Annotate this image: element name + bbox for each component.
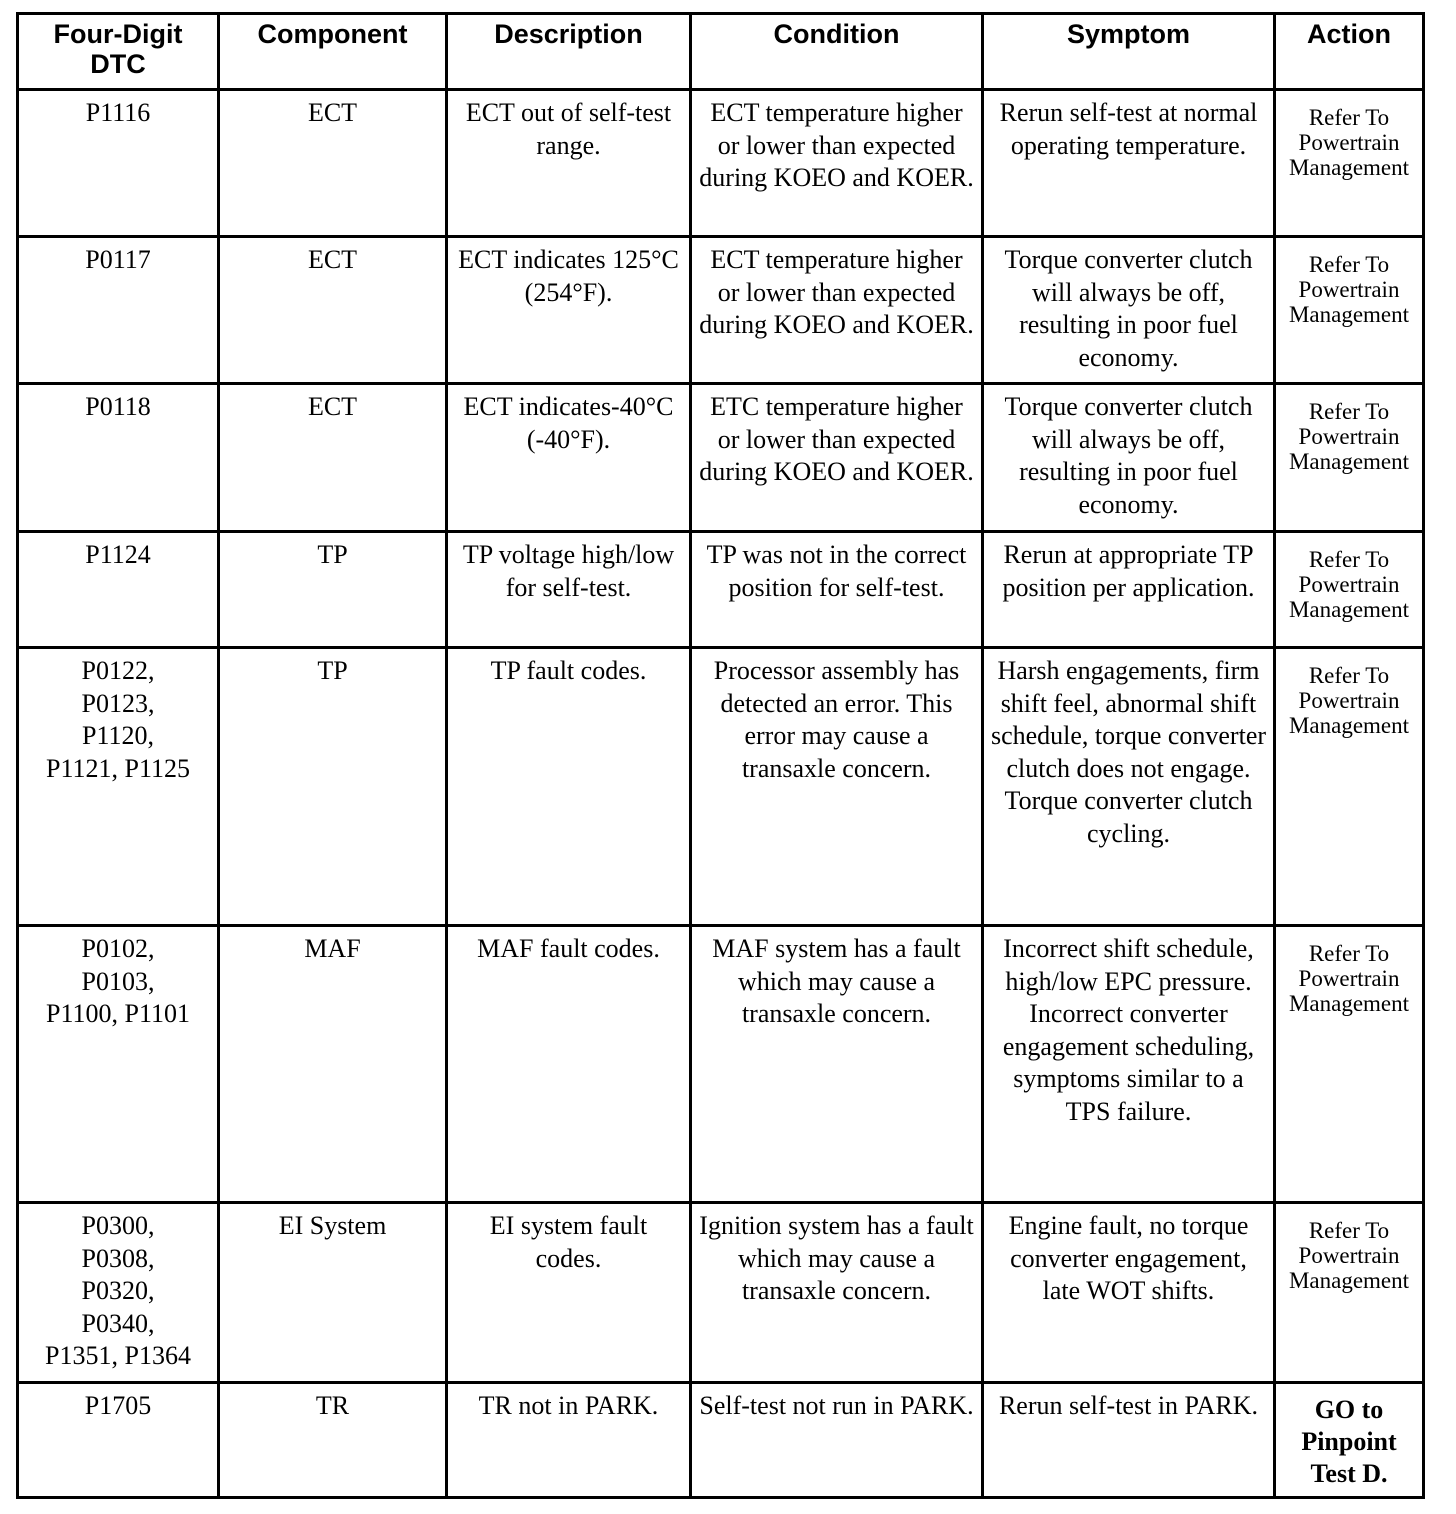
dtc-cell: P1116 [18,90,219,237]
condition-cell: ETC temperature higher or lower than expected during KOEO and KOER. [691,384,983,532]
description-cell: ECT indicates 125°C (254°F). [447,237,691,384]
table-body [18,90,1424,1498]
dtc-cell: P1705 [18,1383,219,1498]
condition-cell: Ignition system has a fault which may cause a transaxle concern. [691,1203,983,1383]
description-cell: MAF fault codes. [447,926,691,1203]
symptom-cell: Incorrect shift schedule, high/low EPC pressure. Incorrect converter engagement scheduling, symptoms similar to a TPS failure. [983,926,1275,1203]
dtc-cell: P0118 [18,384,219,532]
table-row [18,1383,1424,1498]
component-cell: EI System [219,1203,447,1383]
component-cell: ECT [219,90,447,237]
component-cell: MAF [219,926,447,1203]
description-cell: TR not in PARK. [447,1383,691,1498]
header-component: Component [219,14,447,90]
action-cell: Refer To Powertrain Management [1275,384,1424,532]
action-cell: Refer To Powertrain Management [1275,90,1424,237]
description-cell: EI system fault codes. [447,1203,691,1383]
condition-cell: Self-test not run in PARK. [691,1383,983,1498]
header-four-digit-dtc: Four-Digit DTC [18,14,219,90]
table-row [18,926,1424,1203]
symptom-cell: Rerun self-test in PARK. [983,1383,1275,1498]
header-description: Description [447,14,691,90]
component-cell: TR [219,1383,447,1498]
symptom-cell: Torque converter clutch will always be off, resulting in poor fuel economy. [983,384,1275,532]
action-cell: Refer To Powertrain Management [1275,1203,1424,1383]
action-cell: Refer To Powertrain Management [1275,237,1424,384]
description-cell: ECT out of self-test range. [447,90,691,237]
dtc-table-container [16,12,1422,1499]
action-cell: Refer To Powertrain Management [1275,926,1424,1203]
symptom-cell: Rerun at appropriate TP position per application. [983,532,1275,648]
component-cell: TP [219,532,447,648]
dtc-cell: P0117 [18,237,219,384]
condition-cell: TP was not in the correct position for self-test. [691,532,983,648]
condition-cell: ECT temperature higher or lower than expected during KOEO and KOER. [691,237,983,384]
action-cell: Refer To Powertrain Management [1275,648,1424,926]
dtc-cell: P0102, P0103, P1100, P1101 [18,926,219,1203]
dtc-cell: P1124 [18,532,219,648]
description-cell: TP fault codes. [447,648,691,926]
table-row [18,648,1424,926]
symptom-cell: Harsh engagements, firm shift feel, abnormal shift schedule, torque converter clutch does not engage. Torque converter clutch cycling. [983,648,1275,926]
description-cell: TP voltage high/low for self-test. [447,532,691,648]
component-cell: ECT [219,384,447,532]
table-row [18,532,1424,648]
component-cell: TP [219,648,447,926]
condition-cell: MAF system has a fault which may cause a transaxle concern. [691,926,983,1203]
dtc-table [16,12,1425,1499]
action-cell: Refer To Powertrain Management [1275,532,1424,648]
condition-cell: Processor assembly has detected an error. This error may cause a transaxle concern. [691,648,983,926]
action-cell: GO to Pinpoint Test D. [1275,1383,1424,1498]
table-header [18,14,1424,90]
symptom-cell: Engine fault, no torque converter engagement, late WOT shifts. [983,1203,1275,1383]
header-row [18,14,1424,90]
dtc-cell: P0122, P0123, P1120, P1121, P1125 [18,648,219,926]
dtc-cell: P0300, P0308, P0320, P0340, P1351, P1364 [18,1203,219,1383]
header-condition: Condition [691,14,983,90]
table-row [18,90,1424,237]
condition-cell: ECT temperature higher or lower than expected during KOEO and KOER. [691,90,983,237]
table-row [18,1203,1424,1383]
component-cell: ECT [219,237,447,384]
symptom-cell: Torque converter clutch will always be off, resulting in poor fuel economy. [983,237,1275,384]
header-symptom: Symptom [983,14,1275,90]
symptom-cell: Rerun self-test at normal operating temperature. [983,90,1275,237]
table-row [18,237,1424,384]
header-action: Action [1275,14,1424,90]
description-cell: ECT indicates-40°C (-40°F). [447,384,691,532]
table-row [18,384,1424,532]
